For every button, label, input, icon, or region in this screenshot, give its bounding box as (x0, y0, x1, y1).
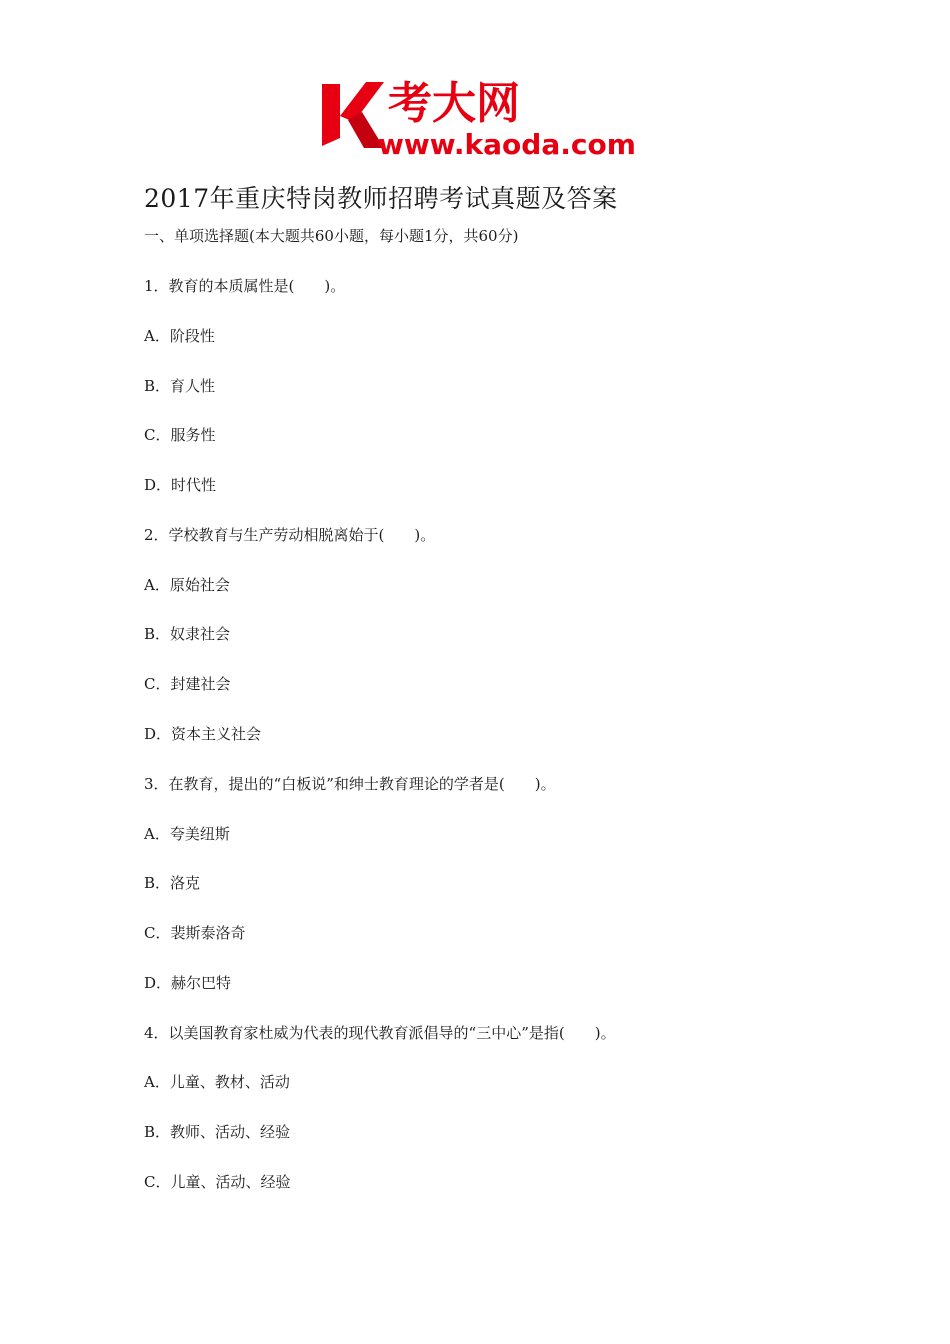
option-3-b: B．洛克 (144, 874, 201, 892)
option-4-c: C．儿童、活动、经验 (144, 1173, 291, 1191)
option-1-b: B．育人性 (144, 377, 216, 395)
option-3-d: D．赫尔巴特 (144, 974, 232, 992)
question-stem-1: 1．教育的本质属性是( )。 (144, 277, 346, 295)
option-2-d: D．资本主义社会 (144, 725, 262, 743)
k-mark-icon (322, 82, 384, 148)
logo-brand-url: www.kaoda.com (378, 128, 636, 158)
option-2-b: B．奴隶社会 (144, 625, 231, 643)
option-2-a: A．原始社会 (144, 576, 230, 594)
option-3-a: A．夸美纽斯 (144, 825, 230, 843)
option-4-b: B．教师、活动、经验 (144, 1123, 291, 1141)
question-stem-3: 3．在教育，提出的“白板说”和绅士教育理论的学者是( )。 (144, 775, 556, 793)
option-4-a: A．儿童、教材、活动 (144, 1073, 290, 1091)
option-1-d: D．时代性 (144, 476, 217, 494)
option-1-c: C．服务性 (144, 426, 216, 444)
question-stem-2: 2．学校教育与生产劳动相脱离始于( )。 (144, 526, 436, 544)
option-2-c: C．封建社会 (144, 675, 231, 693)
logo-brand-cn: 考大网 (388, 78, 520, 129)
document-title: 2017年重庆特岗教师招聘考试真题及答案 (144, 184, 618, 213)
kaoda-logo (318, 76, 640, 158)
option-3-c: C．裴斯泰洛奇 (144, 924, 246, 942)
section-heading: 一、单项选择题(本大题共60小题，每小题1分，共60分) (144, 227, 519, 245)
option-1-a: A．阶段性 (144, 327, 215, 345)
question-stem-4: 4．以美国教育家杜威为代表的现代教育派倡导的“三中心”是指( )。 (144, 1024, 616, 1042)
